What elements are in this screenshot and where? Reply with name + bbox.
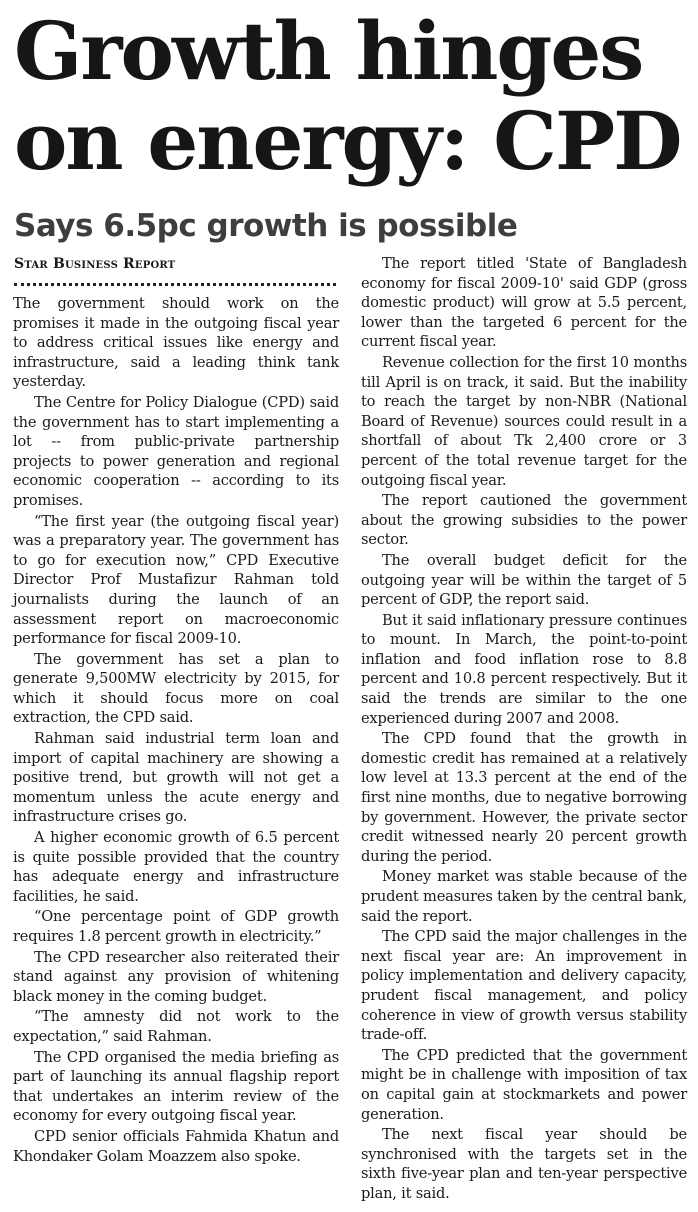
paragraph: The Centre for Policy Dialogue (CPD) said the government has to start implementing a lot -- from public-private partnership projects to power generation and regional economic cooperation -- according to its promises. xyxy=(13,393,339,509)
paragraph: A higher economic growth of 6.5 percent is quite possible provided that the country has adequate energy and infrastructure facilities, he said. xyxy=(13,829,339,905)
paragraph: Money market was stable because of the prudent measures taken by the central bank, said the report. xyxy=(361,868,687,925)
paragraph: The next fiscal year should be synchronised with the targets set in the sixth five-year plan and ten-year perspective plan, it said. xyxy=(361,1126,687,1202)
paragraph: The CPD organised the media briefing as part of launching its annual flagship report that undertakes an interim review of the economy for every outgoing fiscal year. xyxy=(13,1048,339,1125)
paragraph: “One percentage point of GDP growth requires 1.8 percent growth in electricity.” xyxy=(13,908,339,945)
byline: Star Business Report xyxy=(14,256,176,272)
headline-line-1: Growth hinges xyxy=(14,4,643,98)
paragraph: The report titled 'State of Bangladesh economy for fiscal 2009-10' said GDP (gross domestic product) will grow at 5.5 percent, lower than the targeted 6 percent for the current fiscal year. xyxy=(361,255,687,351)
subheadline: Says 6.5pc growth is possible xyxy=(14,208,518,244)
article-column-right xyxy=(361,254,687,1205)
paragraph: The report cautioned the government about the growing subsidies to the power sector. xyxy=(361,492,687,549)
paragraph: The government has set a plan to generate 9,500MW electricity by 2015, for which it should focus more on coal extraction, the CPD said. xyxy=(13,650,339,727)
paragraph: The CPD predicted that the government might be in challenge with imposition of tax on capital gain at stockmarkets and power generation. xyxy=(361,1046,687,1123)
paragraph: Rahman said industrial term loan and import of capital machinery are showing a positive trend, but growth will not get a momentum unless the acute energy and infrastructure crises go. xyxy=(13,730,339,826)
article-column-left xyxy=(13,294,339,1167)
headline-line-2: on energy: CPD xyxy=(14,94,681,188)
paragraph: The government should work on the promises it made in the outgoing fiscal year to address critical issues like energy and infrastructure, said a leading think tank yesterday. xyxy=(13,295,339,391)
paragraph: The overall budget deficit for the outgoing year will be within the target of 5 percent of GDP, the report said. xyxy=(361,551,687,609)
paragraph: The CPD researcher also reiterated their stand against any provision of whitening black money in the coming budget. xyxy=(13,948,339,1005)
paragraph: CPD senior officials Fahmida Khatun and Khondaker Golam Moazzem also spoke. xyxy=(13,1127,339,1165)
paragraph: “The amnesty did not work to the expectation,” said Rahman. xyxy=(13,1008,339,1045)
headline xyxy=(14,6,694,186)
paragraph: The CPD found that the growth in domestic credit has remained at a relatively low level at 13.3 percent at the end of the first nine months, due to negative borrowing by government. However, the private sector credit witnessed nearly 20 percent growth during the period. xyxy=(361,730,687,865)
paragraph: “The first year (the outgoing fiscal year) was a preparatory year. The government has to go for execution now,” CPD Executive Director Prof Mustafizur Rahman told journalists during the launch of an assessment report on macroeconomic performance for fiscal 2009-10. xyxy=(13,512,339,648)
paragraph: But it said inflationary pressure continues to mount. In March, the point-to-point inflation and food inflation rose to 8.8 percent and 10.8 percent respectively. But it said the trends are similar to the one experienced during 2007 and 2008. xyxy=(361,611,687,727)
paragraph: The CPD said the major challenges in the next fiscal year are: An improvement in policy implementation and delivery capacity, prudent fiscal management, and policy coherence in view of growth versus stability trade-off. xyxy=(361,928,687,1044)
byline-dotted-rule xyxy=(14,283,336,286)
paragraph: Revenue collection for the first 10 months till April is on track, it said. But the inability to reach the target by non-NBR (National Board of Revenue) sources could result in a shortfall of about Tk 2,400 crore or 3 percent of the total revenue target for the outgoing fiscal year. xyxy=(361,353,687,489)
